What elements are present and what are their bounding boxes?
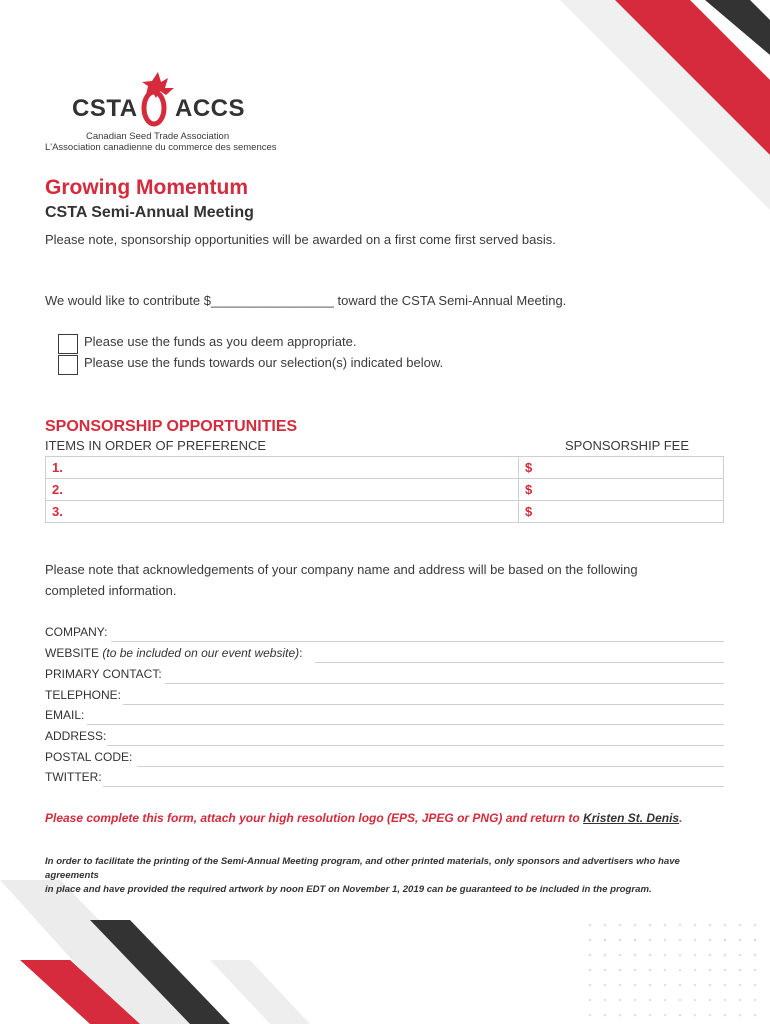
acknowledgement-note-line1: Please note that acknowledgements of your company name and address will be based on the following xyxy=(45,562,638,577)
fee-cell[interactable]: $ xyxy=(519,501,724,523)
telephone-field[interactable] xyxy=(45,685,724,705)
association-name-en: Canadian Seed Trade Association xyxy=(86,131,230,142)
fee-cell[interactable]: $ xyxy=(519,479,724,501)
company-line xyxy=(111,641,724,642)
printing-deadline-line2: in place and have provided the required artwork by noon EDT on November 1, 2019 can be guaranteed to be included in the program. xyxy=(45,884,652,895)
option-deem-appropriate-label: Please use the funds as you deem appropriate. xyxy=(84,334,357,349)
table-row xyxy=(46,457,724,479)
sponsorship-table xyxy=(45,456,724,523)
acknowledgement-note-line2: completed information. xyxy=(45,583,177,598)
printing-deadline-line1: In order to facilitate the printing of the Semi-Annual Meeting program, and other printed materials, only sponsors and advertisers who have agreements xyxy=(45,856,680,881)
telephone-label: TELEPHONE: xyxy=(45,688,122,702)
address-field[interactable] xyxy=(45,726,724,746)
postal-code-label: POSTAL CODE: xyxy=(45,750,133,764)
company-field[interactable] xyxy=(45,622,724,642)
logo-text-accs: ACCS xyxy=(175,95,246,122)
company-label: COMPANY: xyxy=(45,625,108,639)
dot-pattern xyxy=(589,924,757,1017)
return-instructions: Please complete this form, attach your high resolution logo (EPS, JPEG or PNG) and return to Kristen St. Denis. xyxy=(45,811,683,825)
page-subtitle: CSTA Semi-Annual Meeting xyxy=(45,204,254,221)
item-cell[interactable]: 2. xyxy=(46,479,519,501)
address-label: ADDRESS: xyxy=(45,729,107,743)
website-line xyxy=(315,662,724,663)
primary-contact-label: PRIMARY CONTACT: xyxy=(45,667,162,681)
page-title: Growing Momentum xyxy=(45,176,248,199)
checkbox-deem-appropriate[interactable] xyxy=(58,334,78,354)
contribution-line: We would like to contribute $_________________ toward the CSTA Semi-Annual Meeting. xyxy=(45,293,567,308)
table-row xyxy=(46,501,724,523)
email-field[interactable] xyxy=(45,705,724,725)
primary-contact-field[interactable] xyxy=(45,664,724,684)
website-label: WEBSITE (to be included on our event website): xyxy=(45,646,303,660)
twitter-field[interactable] xyxy=(45,767,724,787)
primary-contact-line xyxy=(165,683,724,684)
item-cell[interactable]: 3. xyxy=(46,501,519,523)
kristen-st-denis-link[interactable]: Kristen St. Denis xyxy=(583,811,680,825)
logo xyxy=(72,68,246,128)
logo-text-csta: CSTA xyxy=(72,95,138,122)
items-column-header: ITEMS IN ORDER OF PREFERENCE xyxy=(45,438,267,453)
twitter-label: TWITTER: xyxy=(45,770,102,784)
address-line xyxy=(107,745,724,746)
email-label: EMAIL: xyxy=(45,708,85,722)
postal-code-field[interactable] xyxy=(45,747,724,767)
fee-column-header: SPONSORSHIP FEE xyxy=(565,438,690,453)
first-come-note: Please note, sponsorship opportunities will be awarded on a first come first served basis. xyxy=(45,232,556,247)
stripe-bottom-light2 xyxy=(210,960,310,1024)
option-selections-below-label: Please use the funds towards our selection(s) indicated below. xyxy=(84,355,444,370)
printing-deadline-note xyxy=(45,855,735,897)
table-row xyxy=(46,479,724,501)
twitter-line xyxy=(103,786,724,787)
checkbox-selections-below[interactable] xyxy=(58,355,78,375)
fee-cell[interactable]: $ xyxy=(519,457,724,479)
sponsorship-heading: SPONSORSHIP OPPORTUNITIES xyxy=(45,418,298,435)
item-cell[interactable]: 1. xyxy=(46,457,519,479)
website-field[interactable] xyxy=(45,643,724,663)
maple-leaf-seed-icon xyxy=(132,68,178,128)
association-name-fr: L'Association canadienne du commerce des semences xyxy=(45,142,277,153)
email-line xyxy=(87,724,724,725)
